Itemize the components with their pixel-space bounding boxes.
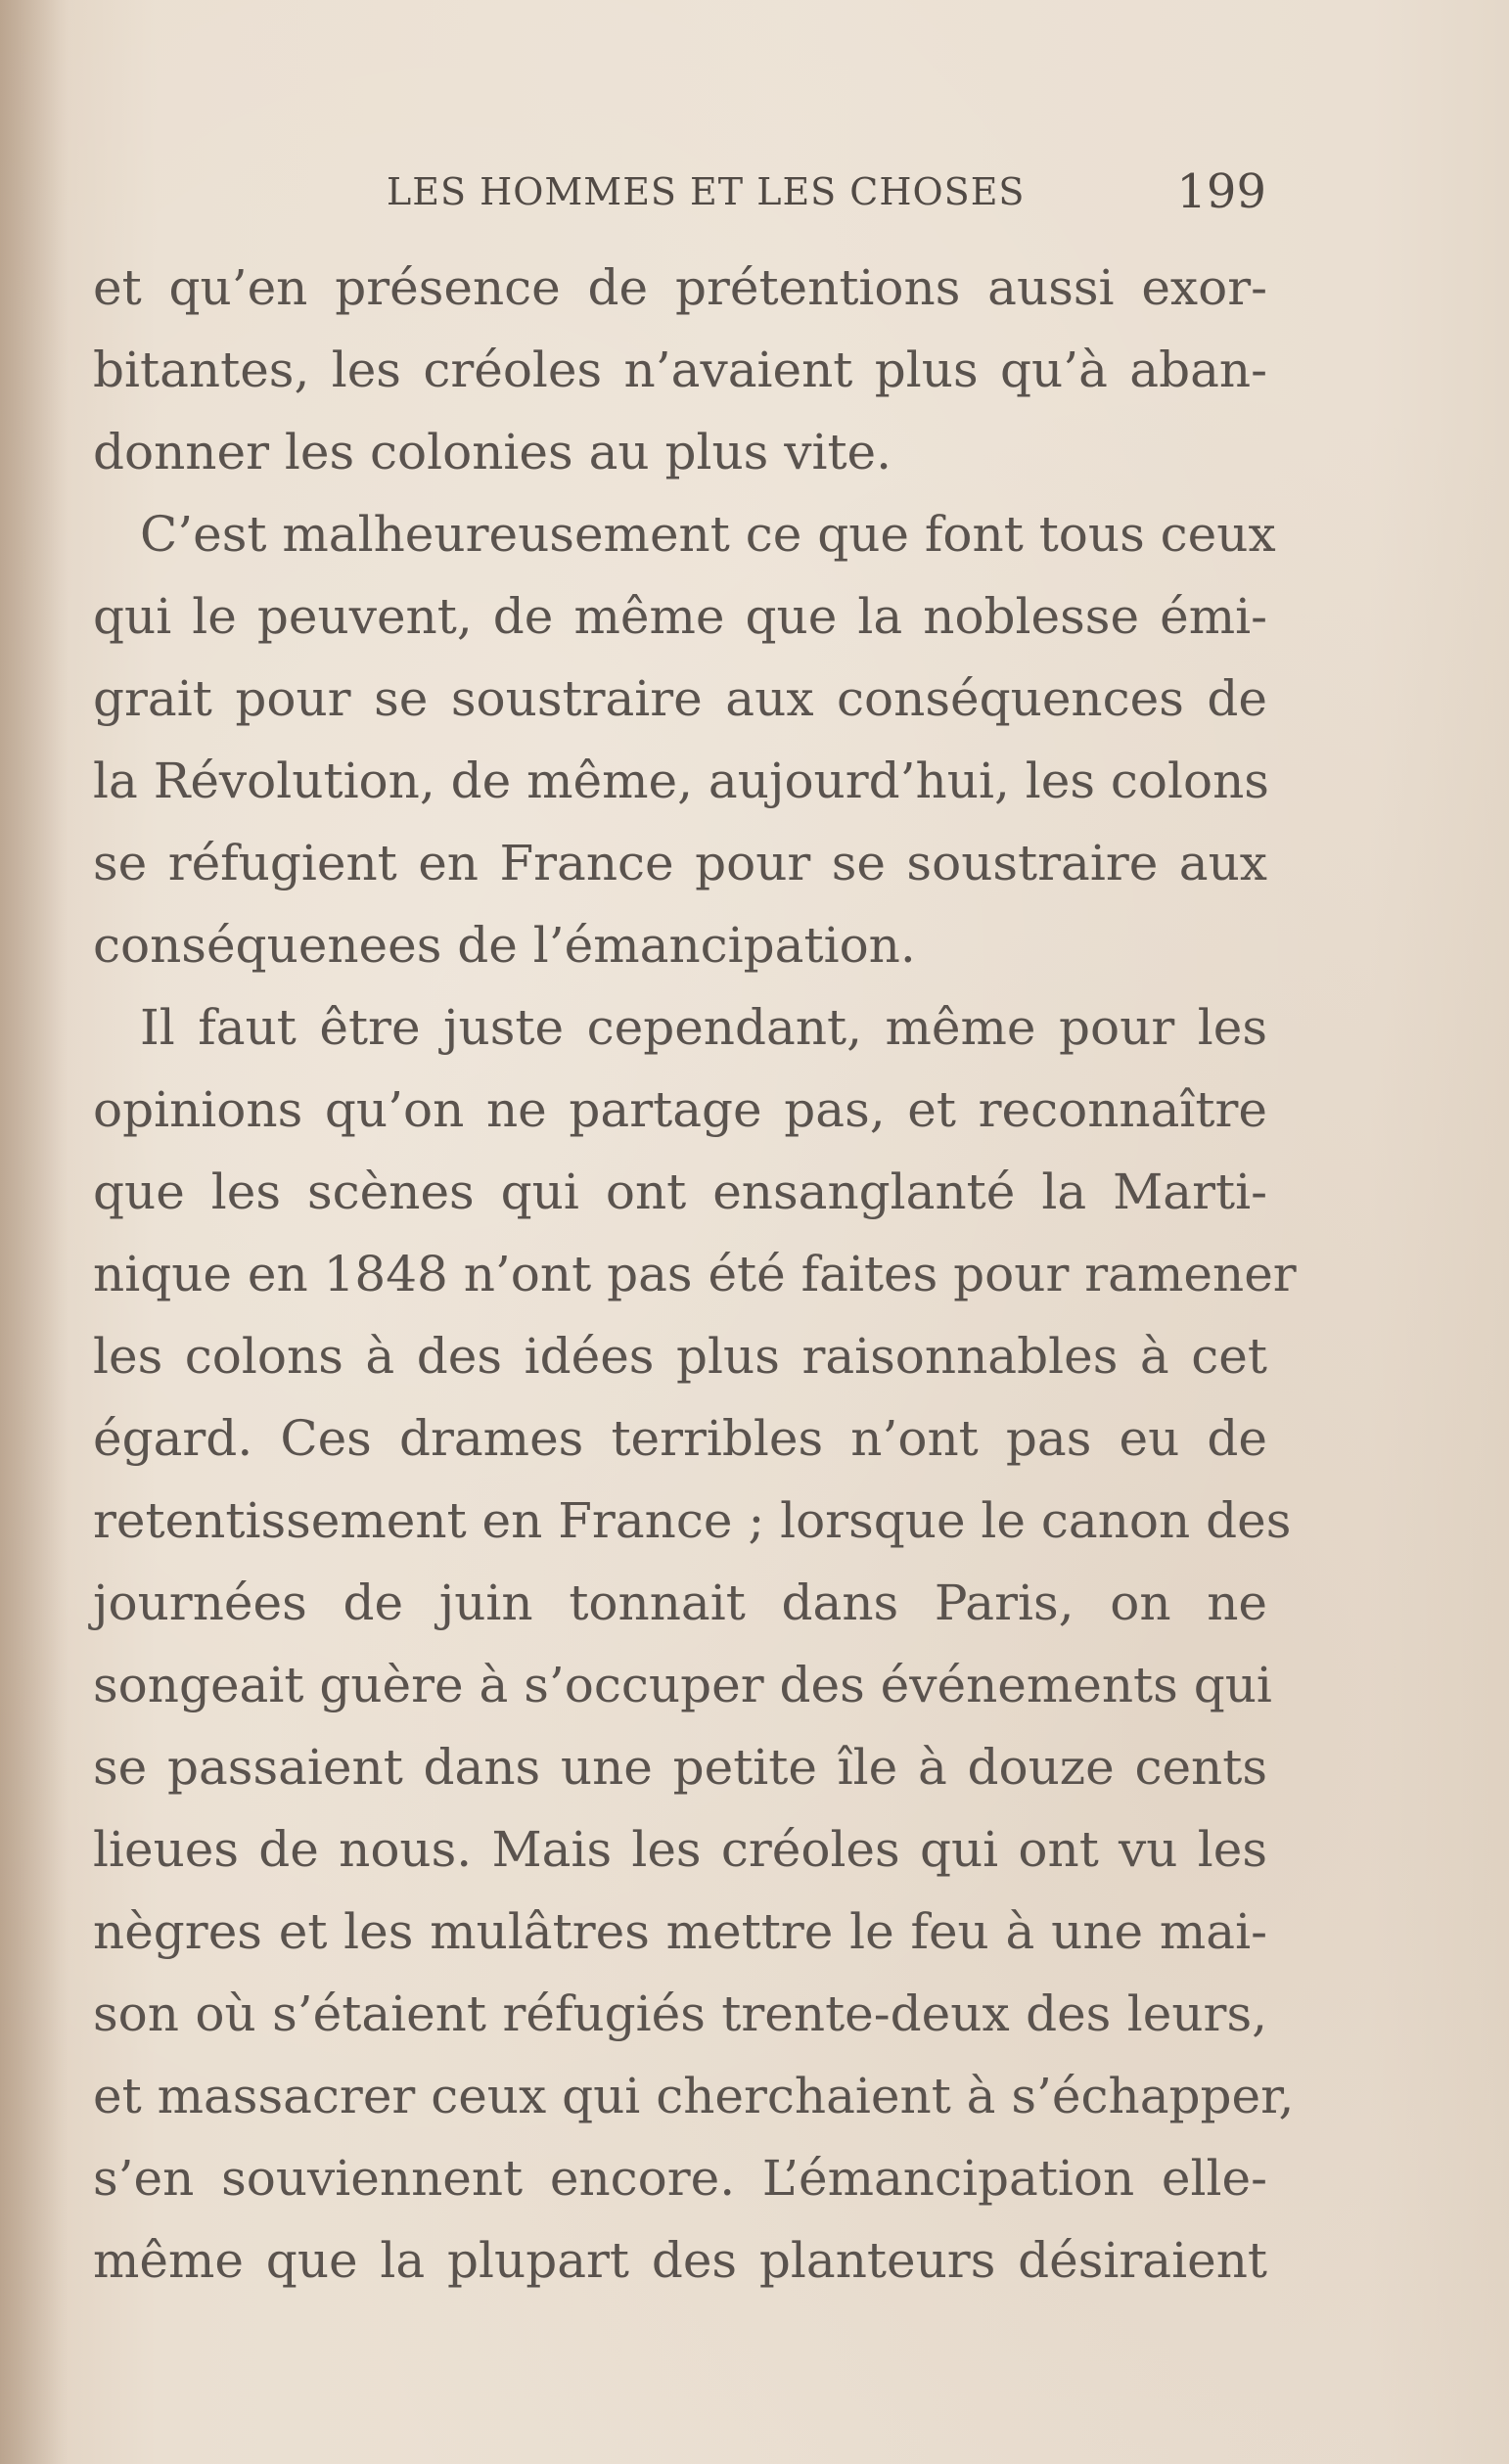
page-number: 199 <box>1176 164 1266 219</box>
text-line: bitantes, les créoles n’avaient plus qu’à aban- <box>93 342 1267 398</box>
text-line: les colons à des idées plus raisonnables à cet <box>93 1328 1267 1385</box>
running-head: LES HOMMES ET LES CHOSES <box>387 170 1026 213</box>
text-line: qui le peuvent, de même que la noblesse émi- <box>93 588 1267 645</box>
spine-shadow <box>0 0 69 2464</box>
text-line: la Révolution, de même, aujourd’hui, les colons <box>93 753 1269 809</box>
text-line: égard. Ces drames terribles n’ont pas eu de <box>93 1410 1267 1467</box>
text-line: son où s’étaient réfugiés trente-deux des leurs, <box>93 1985 1267 2042</box>
text-line: songeait guère à s’occuper des événements qui <box>93 1657 1272 1713</box>
text-line: Il faut être juste cependant, même pour les <box>140 999 1267 1056</box>
text-line: que les scènes qui ont ensanglanté la Marti- <box>93 1164 1267 1220</box>
text-line: même que la plupart des planteurs désiraient <box>93 2232 1267 2289</box>
text-line: donner les colonies au plus vite. <box>93 424 892 480</box>
body-text <box>93 247 1297 2302</box>
text-line: et qu’en présence de prétentions aussi exor- <box>93 259 1267 316</box>
text-line: opinions qu’on ne partage pas, et reconnaître <box>93 1081 1267 1138</box>
text-line: s’en souviennent encore. L’émancipation elle- <box>93 2150 1267 2207</box>
text-line: conséquenees de l’émancipation. <box>93 917 916 974</box>
text-line: C’est malheureusement ce que font tous ceux <box>140 506 1276 563</box>
text-line: et massacrer ceux qui cherchaient à s’échapper, <box>93 2068 1295 2124</box>
text-line: se passaient dans une petite île à douze cents <box>93 1739 1267 1796</box>
text-line: nique en 1848 n’ont pas été faites pour ramener <box>93 1246 1297 1302</box>
text-line: lieues de nous. Mais les créoles qui ont vu les <box>93 1821 1267 1878</box>
text-line: journées de juin tonnait dans Paris, on ne <box>93 1574 1267 1631</box>
text-line: grait pour se soustraire aux conséquences de <box>93 670 1267 727</box>
text-line: nègres et les mulâtres mettre le feu à une mai- <box>93 1903 1267 1960</box>
text-line: se réfugient en France pour se soustraire aux <box>93 835 1267 891</box>
page-header <box>0 164 1509 223</box>
text-line: retentissement en France ; lorsque le canon des <box>93 1492 1292 1549</box>
